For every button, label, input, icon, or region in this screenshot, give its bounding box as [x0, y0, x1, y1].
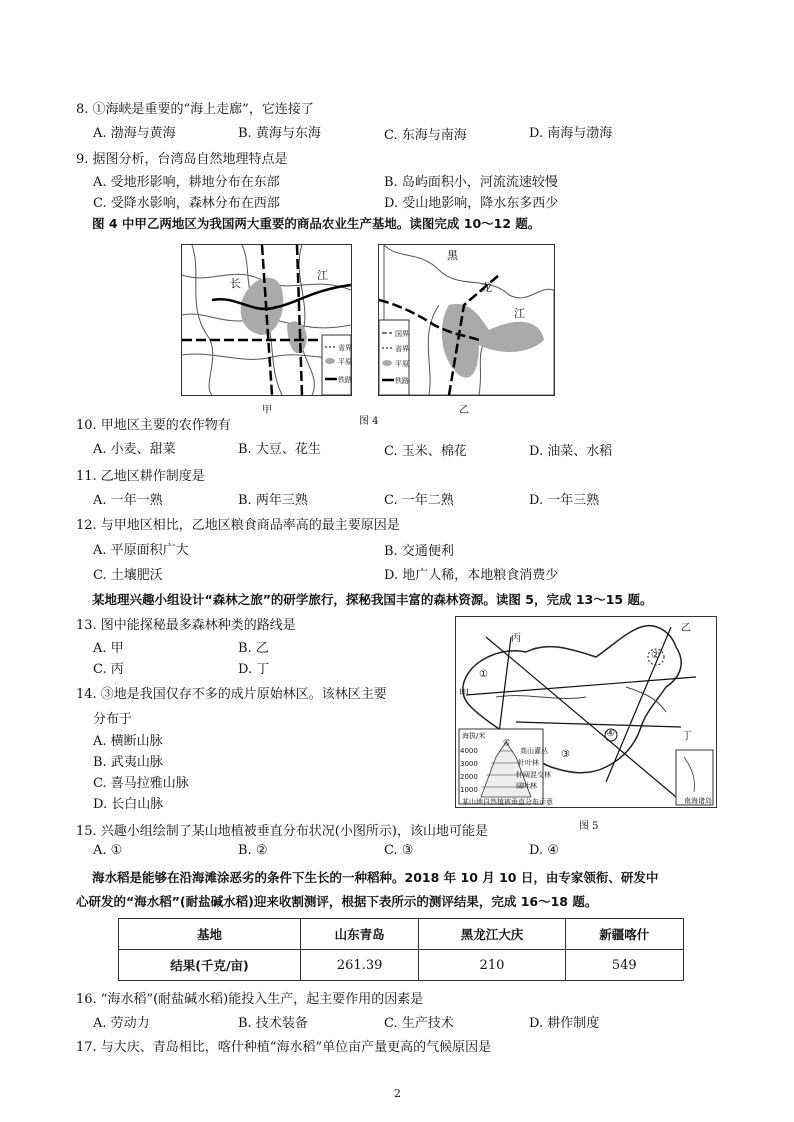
q14-option-b: B. 武夷山脉: [93, 755, 163, 770]
q12-stem: 12. 与甲地区相比，乙地区粮食商品率高的最主要原因是: [76, 518, 400, 533]
table-header: 新疆喀什: [565, 919, 683, 950]
q12-option-b: B. 交通便利: [384, 544, 454, 559]
page-number: 2: [394, 1087, 401, 1100]
q10-option-b: B. 大豆、花生: [238, 442, 321, 457]
table-header: 黑龙江大庆: [419, 919, 565, 950]
fig4-caption: 图 4: [359, 416, 379, 427]
q15-option-a: A. ①: [93, 843, 123, 858]
q10-option-c: C. 玉米、棉花: [384, 444, 467, 459]
q14-option-d: D. 长白山脉: [93, 797, 164, 812]
q9-option-c: C. 受降水影响，森林分布在西部: [93, 196, 280, 211]
yi-legend-boundary: 省界: [395, 345, 409, 353]
q14-option-a: A. 横断山脉: [93, 734, 163, 749]
q8-option-b: B. 黄海与东海: [238, 126, 321, 141]
inset-tick-1000: 1000: [460, 786, 478, 794]
q14-option-c: C. 喜马拉雅山脉: [93, 776, 189, 791]
q16-option-b: B. 技术装备: [238, 1016, 308, 1031]
jia-label-jiang: 江: [317, 269, 328, 282]
fig4-yi-map: [378, 244, 555, 396]
inset-layer-shrub: 高山灌丛: [520, 747, 548, 755]
fig5-point-4: ④: [606, 728, 615, 739]
yi-label-long: 龙: [481, 281, 492, 294]
jia-label-chang: 长: [230, 277, 241, 290]
inset-layer-snow: 雪: [503, 739, 510, 747]
results-table: [118, 918, 684, 981]
q9-option-b: B. 岛屿面积小，河流流速较慢: [384, 175, 558, 190]
fig4-label-jia: 甲: [262, 405, 272, 416]
intro-q16-18-line1: 海水稻是能够在沿海滩涂恶劣的条件下生长的一种稻种。2018 年 10 月 10 日，由专家领衔、研发中: [92, 870, 659, 885]
q10-option-a: A. 小麦、甜菜: [93, 442, 176, 457]
q11-option-d: D. 一年三熟: [529, 493, 600, 508]
q17-stem: 17. 与大庆、青岛相比，喀什种植“海水稻”单位亩产量更高的气候原因是: [76, 1040, 492, 1055]
inset-layer-broadleaf: 阔叶林: [516, 782, 537, 790]
fig5-route-jia: 甲: [459, 689, 469, 700]
table-cell: 261.39: [300, 950, 418, 981]
q9-option-d: D. 受山地影响，降水东多西少: [384, 196, 559, 211]
q12-option-a: A. 平原面积广大: [93, 543, 189, 558]
intro-q13-15: 某地理兴趣小组设计“森林之旅”的研学旅行，探秘我国丰富的森林资源。读图 5，完成 13～15 题。: [92, 592, 653, 607]
table-cell: 210: [419, 950, 565, 981]
q13-option-d: D. 丁: [238, 662, 270, 677]
fig5-route-yi: 乙: [681, 623, 691, 634]
inset-layer-conifer: 针叶林: [518, 759, 539, 767]
q13-option-c: C. 丙: [93, 662, 124, 677]
table-row: [119, 950, 684, 981]
intro-q10-12: 图 4 中甲乙两地区为我国两大重要的商品农业生产基地。读图完成 10～12 题。: [92, 216, 541, 231]
inset-tick-2000: 2000: [460, 773, 478, 781]
fig5-point-3: ③: [561, 749, 570, 760]
q16-option-d: D. 耕作制度: [529, 1016, 600, 1031]
q11-option-c: C. 一年二熟: [384, 493, 454, 508]
q14-stem-cont: 分布于: [93, 712, 133, 727]
fig4-label-yi: 乙: [459, 405, 469, 416]
inset-layer-mixed: 针阔混交林: [516, 771, 551, 779]
fig5-point-1: ①: [479, 669, 488, 680]
jia-legend-plain: 平原: [338, 358, 352, 366]
fig5-sea-label: 南海诸岛: [684, 797, 712, 805]
q16-option-a: A. 劳动力: [93, 1016, 150, 1031]
fig5-route-ding: 丁: [682, 731, 692, 742]
yi-label-hei: 黑: [447, 249, 458, 262]
q12-option-c: C. 土壤肥沃: [93, 568, 163, 583]
yi-legend-railway: 铁路: [395, 377, 409, 385]
table-header: 山东青岛: [300, 919, 418, 950]
q15-stem: 15. 兴趣小组绘制了某山地植被垂直分布状况(小图所示)，该山地可能是: [76, 824, 488, 839]
q11-stem: 11. 乙地区耕作制度是: [76, 469, 205, 484]
fig5-point-2: ②: [651, 650, 660, 661]
china-map-drawing: [456, 617, 716, 807]
q9-stem: 9. 据图分析，台湾岛自然地理特点是: [76, 152, 288, 167]
jia-legend-boundary: 省界: [338, 344, 352, 352]
inset-ylabel: 海拔/米: [462, 732, 486, 740]
yi-plain-area: [442, 304, 544, 378]
yi-label-jiang: 江: [514, 307, 525, 320]
q11-option-b: B. 两年三熟: [238, 493, 308, 508]
q11-option-a: A. 一年一熟: [93, 493, 163, 508]
q10-option-d: D. 油菜、水稻: [529, 444, 613, 459]
q15-option-c: C. ③: [384, 843, 414, 858]
fig4-jia-map: [181, 244, 352, 396]
jia-legend-railway: 铁路: [338, 376, 352, 384]
inset-tick-3000: 3000: [460, 760, 478, 768]
fig5-caption: 图 5: [579, 821, 599, 832]
table-cell: 549: [565, 950, 683, 981]
inset-title: 某山地自然植被垂直分布示意: [462, 798, 553, 806]
q8-stem: 8. ①海峡是重要的“海上走廊”，它连接了: [76, 102, 314, 117]
table-header-row: [119, 919, 684, 950]
table-row-label: 结果(千克/亩): [119, 950, 301, 981]
q15-option-d: D. ④: [529, 843, 559, 858]
q8-option-c: C. 东海与南海: [384, 128, 467, 143]
yi-legend-national: 国界: [395, 330, 409, 338]
fig5-route-bing: 丙: [511, 633, 521, 644]
intro-q16-18-line2: 心研发的“海水稻”(耐盐碱水稻)迎来收割测评，根据下表所示的测评结果，完成 16～18 题。: [76, 894, 598, 909]
q15-option-b: B. ②: [238, 843, 268, 858]
q13-option-b: B. 乙: [238, 641, 269, 656]
q10-stem: 10. 甲地区主要的农作物有: [76, 418, 231, 433]
q16-option-c: C. 生产技术: [384, 1016, 454, 1031]
yi-legend-plain: 平原: [395, 360, 409, 368]
q16-stem: 16. “海水稻”(耐盐碱水稻)能投入生产，起主要作用的因素是: [76, 992, 424, 1007]
table-header: 基地: [119, 919, 301, 950]
q8-option-d: D. 南海与渤海: [529, 126, 613, 141]
fig5-map: [455, 616, 717, 808]
inset-tick-4000: 4000: [460, 747, 478, 755]
q13-option-a: A. 甲: [93, 641, 124, 656]
q9-option-a: A. 受地形影响，耕地分布在东部: [93, 175, 280, 190]
q13-stem: 13. 图中能探秘最多森林种类的路线是: [76, 618, 296, 633]
q12-option-d: D. 地广人稀，本地粮食消费少: [384, 568, 559, 583]
yi-map-drawing: [379, 245, 554, 395]
q8-option-a: A. 渤海与黄海: [93, 126, 176, 141]
q14-stem: 14. ③地是我国仅存不多的成片原始林区。该林区主要: [76, 687, 387, 702]
